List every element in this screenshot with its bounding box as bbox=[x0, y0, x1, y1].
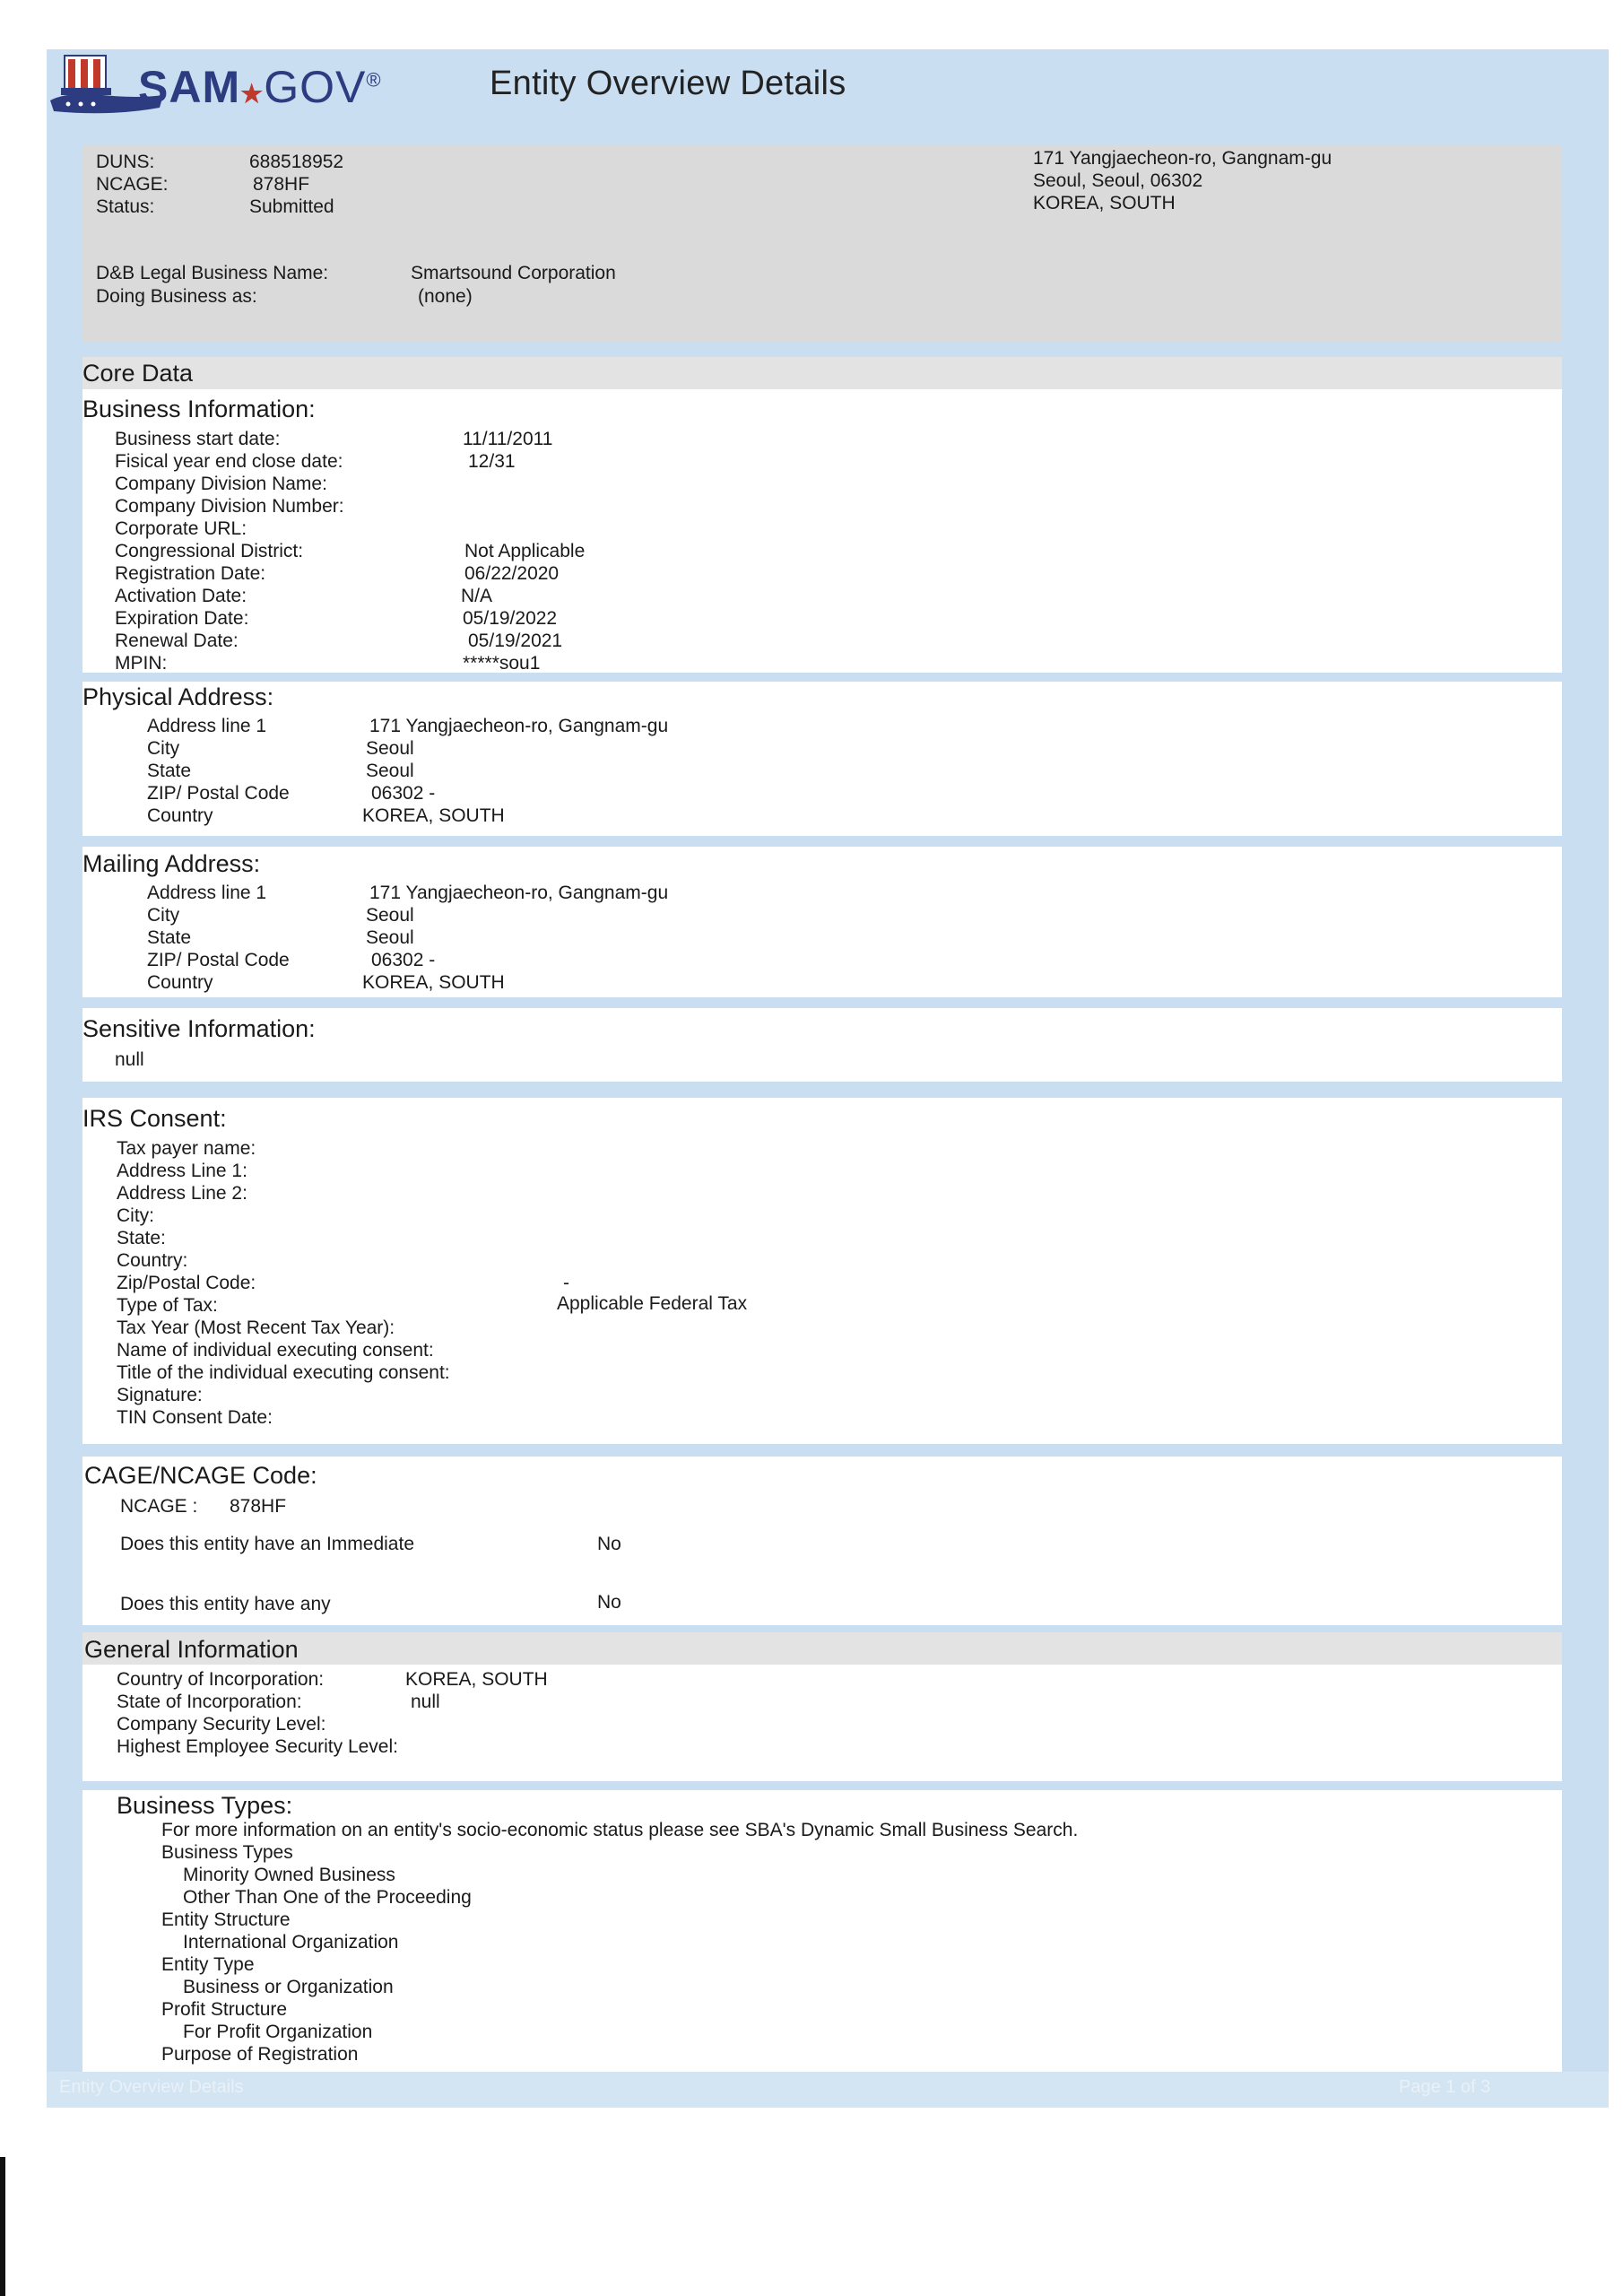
address-label: City bbox=[147, 738, 180, 759]
irs-label: Name of individual executing consent: bbox=[117, 1340, 434, 1361]
business-type-item: Minority Owned Business bbox=[183, 1865, 395, 1885]
address-value: 171 Yangjaecheon-ro, Gangnam-gu bbox=[369, 716, 669, 736]
address-label: Address line 1 bbox=[147, 716, 267, 736]
irs-label: Title of the individual executing consent: bbox=[117, 1362, 450, 1383]
address-value: 06302 - bbox=[371, 950, 436, 970]
address-value: Seoul bbox=[366, 738, 414, 759]
address-label: ZIP/ Postal Code bbox=[147, 783, 290, 804]
field-value: 05/19/2022 bbox=[463, 608, 558, 629]
ncage-value: 878HF bbox=[253, 174, 310, 195]
business-type-item: Other Than One of the Proceeding bbox=[183, 1887, 472, 1908]
field-label: Renewal Date: bbox=[115, 631, 239, 651]
core-data-title: Core Data bbox=[82, 360, 194, 387]
legal-name-value: Smartsound Corporation bbox=[411, 263, 616, 283]
status-value: Submitted bbox=[249, 196, 334, 217]
address-label: Address line 1 bbox=[147, 883, 267, 903]
page-footer bbox=[47, 2072, 1609, 2108]
field-value: 11/11/2011 bbox=[463, 429, 553, 449]
field-label: Corporate URL: bbox=[115, 518, 247, 539]
address-label: State bbox=[147, 927, 192, 948]
dba-label: Doing Business as: bbox=[96, 286, 257, 307]
business-information-title: Business Information: bbox=[82, 396, 316, 422]
general-information-header bbox=[82, 1632, 1562, 1665]
field-label: Registration Date: bbox=[115, 563, 266, 584]
business-type-heading: Business Types bbox=[161, 1842, 293, 1863]
address-label: City bbox=[147, 905, 180, 926]
ncage-label: NCAGE: bbox=[96, 174, 169, 195]
sensitive-information-value: null bbox=[115, 1049, 144, 1070]
physical-address-title: Physical Address: bbox=[82, 683, 274, 710]
business-types-title: Business Types: bbox=[117, 1792, 293, 1819]
duns-value: 688518952 bbox=[249, 152, 344, 172]
field-value: 06/22/2020 bbox=[464, 563, 560, 584]
entity-address-line: KOREA, SOUTH bbox=[1033, 193, 1176, 213]
address-value: Seoul bbox=[366, 905, 414, 926]
entity-address-line: 171 Yangjaecheon-ro, Gangnam-gu bbox=[1033, 148, 1332, 169]
address-label: Country bbox=[147, 972, 213, 993]
address-value: 171 Yangjaecheon-ro, Gangnam-gu bbox=[369, 883, 669, 903]
general-label: Country of Incorporation: bbox=[117, 1669, 325, 1690]
general-value: KOREA, SOUTH bbox=[405, 1669, 548, 1690]
business-type-item: Business or Organization bbox=[183, 1977, 394, 1997]
irs-label: TIN Consent Date: bbox=[117, 1407, 273, 1428]
footer-page-number: Page 1 of 3 bbox=[1399, 2077, 1491, 2097]
logo-wordmark: SAM★GOV® bbox=[138, 62, 382, 112]
footer-left-text: Entity Overview Details bbox=[59, 2077, 244, 2097]
address-value: Seoul bbox=[366, 927, 414, 948]
scan-edge-mark bbox=[0, 2157, 5, 2296]
field-value: Not Applicable bbox=[464, 541, 586, 561]
irs-tax-type-value: Applicable Federal Tax bbox=[557, 1293, 748, 1314]
field-value: 05/19/2021 bbox=[468, 631, 563, 651]
general-label: Highest Employee Security Level: bbox=[117, 1736, 398, 1757]
field-label: Congressional District: bbox=[115, 541, 304, 561]
irs-label: Tax Year (Most Recent Tax Year): bbox=[117, 1318, 395, 1338]
physical-address-section bbox=[82, 682, 1562, 836]
general-label: State of Incorporation: bbox=[117, 1692, 302, 1712]
cage-ncage-value: 878HF bbox=[230, 1496, 287, 1517]
cage-ncage-label: NCAGE : bbox=[120, 1496, 198, 1517]
predecessor-question: Does this entity have any bbox=[120, 1594, 331, 1614]
business-information-section bbox=[82, 389, 1562, 673]
predecessor-answer: No bbox=[597, 1592, 621, 1613]
duns-label: DUNS: bbox=[96, 152, 155, 172]
status-label: Status: bbox=[96, 196, 155, 217]
legal-name-label: D&B Legal Business Name: bbox=[96, 263, 329, 283]
irs-label: Country: bbox=[117, 1250, 188, 1271]
irs-label: Signature: bbox=[117, 1385, 203, 1405]
irs-label: Address Line 1: bbox=[117, 1161, 247, 1181]
irs-label: Type of Tax: bbox=[117, 1295, 218, 1316]
address-label: ZIP/ Postal Code bbox=[147, 950, 290, 970]
sam-gov-logo bbox=[48, 52, 382, 120]
field-label: MPIN: bbox=[115, 653, 168, 674]
general-information-title: General Information bbox=[84, 1636, 299, 1663]
irs-label: Zip/Postal Code: bbox=[117, 1273, 256, 1293]
cage-ncage-title: CAGE/NCAGE Code: bbox=[84, 1462, 317, 1489]
immediate-owner-answer: No bbox=[597, 1534, 621, 1554]
irs-label: State: bbox=[117, 1228, 166, 1248]
address-value: KOREA, SOUTH bbox=[362, 972, 505, 993]
dba-value: (none) bbox=[418, 286, 473, 307]
entity-address-line: Seoul, Seoul, 06302 bbox=[1033, 170, 1203, 191]
field-value: *****sou1 bbox=[463, 653, 541, 674]
business-types-intro: For more information on an entity's socio-economic status please see SBA's Dynamic Small Business Search. bbox=[161, 1820, 1079, 1840]
business-type-heading: Purpose of Registration bbox=[161, 2044, 359, 2065]
field-value: 12/31 bbox=[468, 451, 516, 472]
field-label: Business start date: bbox=[115, 429, 281, 449]
core-data-header bbox=[82, 357, 1562, 389]
address-label: Country bbox=[147, 805, 213, 826]
general-value: null bbox=[411, 1692, 440, 1712]
irs-label: Tax payer name: bbox=[117, 1138, 256, 1159]
business-type-item: International Organization bbox=[183, 1932, 399, 1952]
field-label: Activation Date: bbox=[115, 586, 247, 606]
page-title: Entity Overview Details bbox=[490, 65, 846, 102]
business-type-heading: Profit Structure bbox=[161, 1999, 288, 2020]
mailing-address-title: Mailing Address: bbox=[82, 850, 261, 877]
address-value: 06302 - bbox=[371, 783, 436, 804]
irs-label: City: bbox=[117, 1205, 154, 1226]
field-label: Fisical year end close date: bbox=[115, 451, 343, 472]
irs-consent-section bbox=[82, 1098, 1562, 1444]
irs-zip-value: - bbox=[563, 1273, 569, 1293]
field-label: Company Division Name: bbox=[115, 474, 327, 494]
field-label: Company Division Number: bbox=[115, 496, 344, 517]
sensitive-information-title: Sensitive Information: bbox=[82, 1015, 316, 1042]
address-value: KOREA, SOUTH bbox=[362, 805, 505, 826]
general-label: Company Security Level: bbox=[117, 1714, 326, 1735]
mailing-address-section bbox=[82, 847, 1562, 997]
business-type-heading: Entity Type bbox=[161, 1954, 255, 1975]
field-label: Expiration Date: bbox=[115, 608, 249, 629]
business-type-item: For Profit Organization bbox=[183, 2022, 373, 2042]
business-type-heading: Entity Structure bbox=[161, 1909, 291, 1930]
immediate-owner-question: Does this entity have an Immediate bbox=[120, 1534, 415, 1554]
field-value: N/A bbox=[461, 586, 493, 606]
irs-label: Address Line 2: bbox=[117, 1183, 247, 1204]
address-value: Seoul bbox=[366, 761, 414, 781]
address-label: State bbox=[147, 761, 192, 781]
irs-consent-title: IRS Consent: bbox=[82, 1105, 227, 1132]
